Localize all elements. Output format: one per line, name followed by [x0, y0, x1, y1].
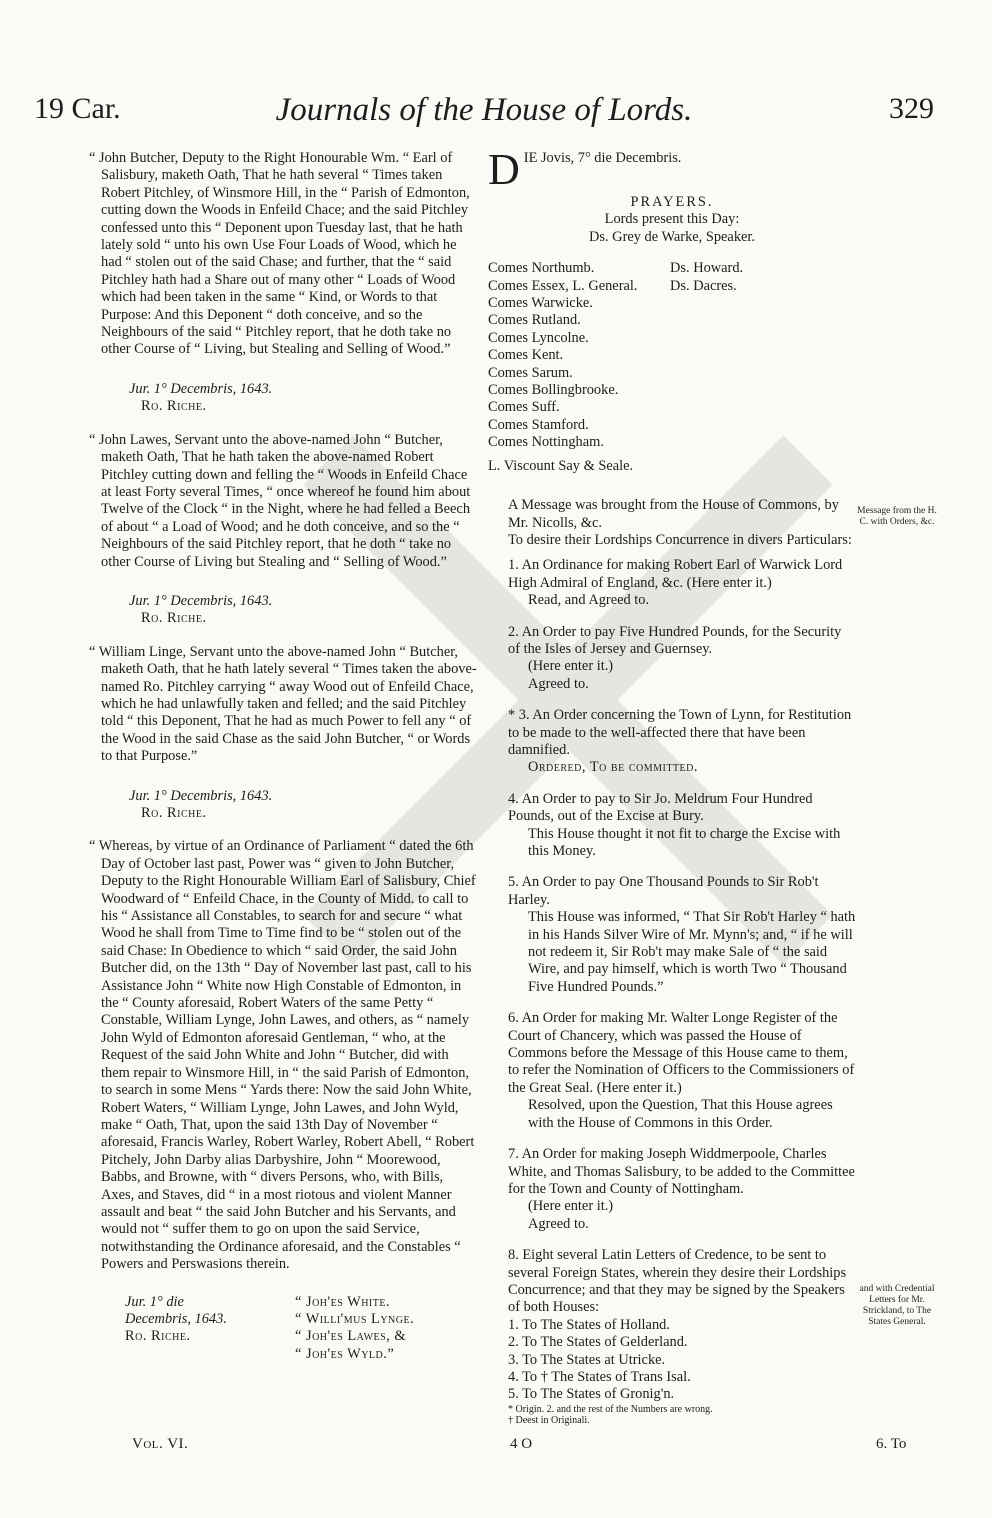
deposition-lawes: “ John Lawes, Servant unto the above-named John “ Butcher, maketh Oath, That he hath taken the above-named Robert Pitchley cutting down and felling the “ Woods in Enfeild Chace at least Forty several Times, “ once whereof he found him about Twelve of the Clock “ in the Night, where he had felled a Beech of about “ a Load of Wood; and he doth conceive, and so the “ Neighbours of the said Pitchley report, that he doth “ take no other Course of Living but Stealing and “ Selling of Wood.” [89, 431, 471, 570]
jurat-4 [89, 1294, 477, 1364]
jurat-date-line2: Decembris, 1643. [125, 1310, 227, 1327]
jurat-date: Jur. 1° Decembris, 1643. [129, 787, 273, 804]
state-item: 3. To The States at Utricke. [508, 1351, 666, 1368]
jurat-3 [129, 788, 477, 823]
message-intro: A Message was brought from the House of Commons, by Mr. Nicolls, &c. [508, 497, 839, 531]
item-7-enter: (Here enter it.) [528, 1198, 614, 1215]
states-list [488, 1317, 856, 1404]
lord-name: Comes Stamford. [488, 416, 589, 433]
signer: “ Joh'es Wyld.” [295, 1345, 395, 1362]
signer: “ Joh'es White. [295, 1293, 391, 1310]
session-date-text: IE Jovis, 7° die Decembris. [523, 150, 682, 166]
lord-name: Comes Essex, L. General. [488, 277, 638, 294]
item-1: 1. An Ordinance for making Robert Earl of Warwick Lord High Admiral of England, &c. (Here enter it.) [508, 557, 843, 591]
lord-name: Comes Lyncolne. [488, 329, 589, 346]
jurat-signature: Ro. Riche. [141, 805, 207, 821]
lord-name: Comes Northumb. [488, 260, 595, 277]
lord-name: Comes Nottingham. [488, 434, 604, 451]
deposition-ordinance: “ Whereas, by virtue of an Ordinance of Parliament “ dated the 6th Day of October last past, Power was “ given to John Butcher, Deputy to the Right Honourable William Earl of Salisbury, Chief Woodward of “ Enfeild Chace, in the County of Midd. to call to his “ Assistance all Constables, to search for and secure “ what Wood he shall from Time to Time find to be “ stolen out of the said Chase: In Obedience to which “ said Order, the said John Butcher did, on the 13th “ Day of November last past, call to his Assistance John “ White now High Constable of Edmonton, in the “ County aforesaid, Robert Waters of the same Petty “ Constable, William Lynge, John Lawes, and others, as “ namely John Wyld of Edmonton aforesaid Gentleman, “ who, at the Request of the said John White and John “ Butcher, did with them repair to Winsmore Hill, in “ the said Parish of Edmonton, to search in some Mens “ Yards there: Now the said John White, Robert Waters, “ William Lynge, John Lawes, and John Wyld, make “ Oath, That, upon the said 13th Day of November “ aforesaid, Francis Warley, Robert Warley, Robert Abell, “ Robert Pitchely, John Darby alias Darbyshire, John “ Moorewood, Babbs, and Browne, with “ divers Persons, who, with Bills, Axes, and Staves, did “ in a most riotous and violent Manner assault and beat “ the said John Butcher and his Servants, and would not “ suffer them to go on upon the said Service, notwithstanding the Ordinance aforesaid, and the Constables “ Powers and Perswasions therein. [89, 838, 476, 1273]
state-item: 5. To The States of Gronig'n. [508, 1386, 675, 1403]
jurat-signature: Ro. Riche. [141, 610, 207, 627]
jurat-1 [129, 381, 477, 416]
item-1-result: Read, and Agreed to. [528, 592, 650, 609]
lord-name: Comes Warwicke. [488, 295, 593, 312]
item-6-result: Resolved, upon the Question, That this House agrees with the House of Commons in this Order. [528, 1097, 833, 1131]
lords-list-earls [488, 260, 670, 451]
signature-mark: 4 O [510, 1436, 533, 1452]
item-4-result: This House thought it not fit to charge the Excise with this Money. [528, 825, 841, 859]
lords-present-list [488, 260, 856, 451]
speaker: Ds. Grey de Warke, Speaker. [588, 228, 755, 245]
lord-name: Ds. Howard. [670, 260, 744, 277]
drop-cap: D [488, 150, 520, 188]
footnote-1: * Origin. 2. and the rest of the Numbers are wrong. [508, 1403, 713, 1415]
deposition-linge: “ William Linge, Servant unto the above-named John “ Butcher, maketh Oath, that he hath lately several “ Times taken the above-named Ro. Pitchley carrying “ away Wood out of Enfeild Chace, which he had unlawfully taken and felled; and the said Pitchley told “ this Deponent, That he had as much Power to fell any “ of the Wood in the said Chase as the said John Butcher, “ or Words to that Purpose.” [89, 643, 477, 765]
lord-name: Comes Sarum. [488, 364, 573, 381]
item-5-result: This House was informed, “ That Sir Rob't Harley “ hath in his Hands Silver Wire of Mr. Mynn's; and, “ if he will not redeem it, Sir Rob't may make Sale of “ the said Wire, and pay himself, which is worth Two “ Thousand Five Hundred Pounds.” [528, 909, 856, 995]
page-header [34, 92, 934, 142]
lords-present-heading: Lords present this Day: [604, 211, 740, 228]
session-date [488, 150, 856, 188]
jurat-2 [129, 593, 477, 628]
state-item: 1. To The States of Holland. [508, 1316, 670, 1333]
page-number: 329 [889, 92, 934, 125]
item-4: 4. An Order to pay to Sir Jo. Meldrum Four Hundred Pounds, out of the Excise at Bury. [508, 790, 813, 825]
item-7: 7. An Order for making Joseph Widdmerpoole, Charles White, and Thomas Salisbury, to be added to the Committee for the Town and County of Nottingham. [508, 1146, 855, 1197]
item-2: 2. An Order to pay Five Hundred Pounds, for the Security of the Isles of Jersey and Guernsey. [508, 623, 842, 657]
item-2-result: Agreed to. [528, 675, 589, 692]
state-item: 2. To The States of Gelderland. [508, 1334, 688, 1351]
message-purpose: To desire their Lordships Concurrence in divers Particulars: [508, 531, 852, 548]
jurat-date: Jur. 1° Decembris, 1643. [129, 592, 273, 609]
item-2-enter: (Here enter it.) [528, 658, 614, 675]
right-column [488, 150, 856, 1427]
item-5: 5. An Order to pay One Thousand Pounds to Sir Rob't Harley. [508, 874, 819, 908]
volume-number: Vol. VI. [132, 1436, 189, 1452]
margin-note-credentials: and with Credential Letters for Mr. Strickland, to The States General. [859, 1284, 935, 1327]
signer: “ Joh'es Lawes, & [295, 1328, 407, 1345]
deponent-signatures [295, 1294, 414, 1364]
item-8: 8. Eight several Latin Letters of Credence, to be sent to several Foreign States, wherein they desire their Lordships Concurrence; and that they may be signed by the Speakers of both Houses: [508, 1247, 847, 1316]
lords-list-barons [670, 260, 743, 451]
state-item: 4. To † The States of Trans Isal. [508, 1368, 691, 1385]
jurat-date: Jur. 1° Decembris, 1643. [129, 380, 273, 397]
item-3-result: Ordered, To be committed. [528, 759, 698, 776]
viscount: L. Viscount Say & Seale. [488, 457, 634, 474]
margin-note-message: Message from the H. C. with Orders, &c. [857, 506, 937, 527]
item-6: 6. An Order for making Mr. Walter Longe Register of the Court of Chancery, which was passed the House of Commons before the Message of this House came to them, to refer the Nomination of Officers to the Commissioners of the Great Seal. (Here enter it.) [508, 1010, 855, 1096]
lord-name: Comes Kent. [488, 347, 564, 364]
lord-name: Comes Rutland. [488, 312, 581, 329]
page-title: Journals of the House of Lords. [275, 92, 693, 128]
item-3: * 3. An Order concerning the Town of Lynn, for Restitution to be made to the well-affected there that have been damnified. [508, 707, 852, 758]
signer: “ Willi'mus Lynge. [295, 1310, 415, 1327]
deposition-butcher: “ John Butcher, Deputy to the Right Honourable Wm. “ Earl of Salisbury, maketh Oath, That he hath several “ Times taken Robert Pitchley, of Winsmore Hill, in the “ Parish of Edmonton, cutting down the Woods in Enfeild Chace; and the said Pitchley confessed unto this “ Deponent upon Tuesday last, that he hath lately sold “ unto his own Use Four Loads of Wood, which he had “ stolen out of the said Chase; and further, that the “ said Pitchley hath had a Share out of many other “ Loads of Wood which had been taken in the same “ Kind, or Words to that Purpose: And this Deponent “ doth conceive, and so the Neighbours of the said “ Pitchley report, that he doth take no other Course of “ Living, but Stealing and Selling of Wood.” [89, 150, 470, 358]
left-column [89, 150, 477, 1363]
footnote-2: † Deest in Originali. [508, 1415, 590, 1427]
regnal-year: 19 Car. [34, 92, 121, 125]
jurat-date-line1: Jur. 1° die [125, 1293, 184, 1310]
lord-name: Comes Bollingbrooke. [488, 382, 619, 399]
lord-name: Ds. Dacres. [670, 277, 737, 294]
jurat-signature: Ro. Riche. [125, 1328, 191, 1345]
lord-name: Comes Suff. [488, 399, 560, 416]
jurat-signature: Ro. Riche. [141, 398, 207, 415]
item-7-result: Agreed to. [528, 1215, 589, 1232]
prayers-heading: PRAYERS. [630, 194, 714, 210]
catchword: 6. To [876, 1436, 907, 1452]
